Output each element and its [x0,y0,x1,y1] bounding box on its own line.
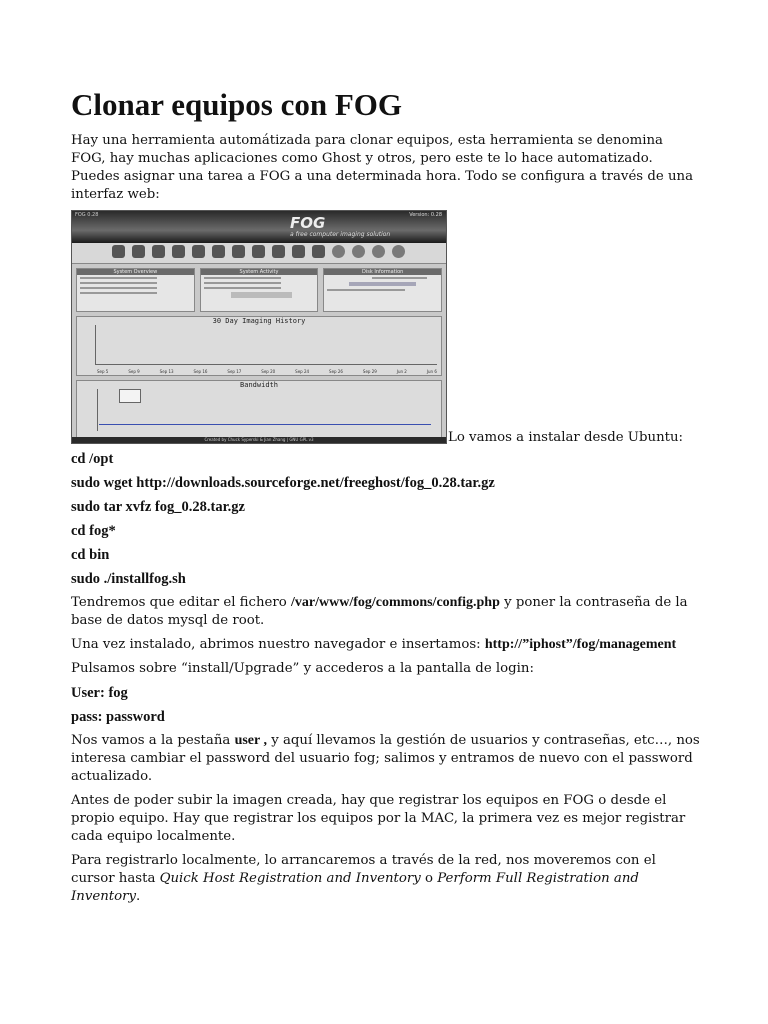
command-line: sudo ./installfog.sh [71,571,186,587]
bandwidth-legend [119,389,141,403]
info-icon [372,245,385,258]
service-icon [272,245,285,258]
command-line: sudo tar xvfz fog_0.28.tar.gz [71,499,245,515]
bandwidth-line [99,424,431,425]
x-tick-label: Sep 17 [227,369,242,374]
panel-system-overview: System Overview [76,268,195,312]
pass-credential: pass: password [71,709,165,725]
x-tick-label: Sep 29 [362,369,377,374]
fog-version: Version: 0.28 [409,212,442,218]
bandwidth-title: Bandwidth [240,381,278,389]
star-icon [332,245,345,258]
command-line: sudo wget http://downloads.sourceforge.net/freeghost/fog_0.28.tar.gz [71,475,495,491]
install-intro: Lo vamos a instalar desde Ubuntu: [448,430,684,445]
home-icon [112,245,125,258]
fog-screenshot [71,210,447,444]
monitor-icon [152,245,165,258]
page-title: Clonar equipos con FOG [71,87,403,122]
fog-footer: Created by Chuck Syperski & Jian Zhang | GNU GPL v3 [72,437,446,443]
local-register-paragraph: Para registrarlo localmente, lo arrancaremos a través de la red, nos moveremos con el cursor hasta Quick Host Registration and Inventory o Perform Full Registration and Inventory. [71,853,656,904]
snapin-icon [232,245,245,258]
document-page [71,86,701,912]
storage-icon [212,245,225,258]
panel-disk-information: Disk Information [323,268,442,312]
x-tick-label: Sep 5 [97,369,109,374]
fog-toolbar [72,243,446,264]
image-icon [192,245,205,258]
user-credential: User: fog [71,685,128,701]
register-paragraph: Antes de poder subir la imagen creada, hay que registrar los equipos en FOG o desde el propio equipo. Hay que registrar los equipos por la MAC, la primera vez es mejor registrar cada equipo localmente. [71,793,686,844]
x-tick-label: Sep 26 [329,369,343,374]
x-tick-label: Jun 6 [426,369,437,374]
logout-icon [392,245,405,258]
intro-paragraph: Hay una herramienta automátizada para clonar equipos, esta herramienta se denomina FOG, hay muchas aplicaciones como Ghost y otros, pero este te lo hace automatizado. Puedes asignar una tarea a FOG a una determinada hora. Todo se configura a través de una interfaz web: [71,133,694,202]
x-tick-label: Sep 13 [159,369,174,374]
x-tick-label: Sep 9 [128,369,140,374]
settings-icon [352,245,365,258]
command-line: cd bin [71,547,110,563]
x-tick-label: Sep 24 [295,369,310,374]
command-line: cd /opt [71,451,114,467]
x-tick-label: Sep 16 [193,369,208,374]
panel-system-activity: System Activity [200,268,319,312]
login-paragraph: Pulsamos sobre “install/Upgrade” y accederos a la pantalla de login: [71,661,534,676]
fog-tagline: a free computer imaging solution [290,231,391,238]
browser-paragraph: Una vez instalado, abrimos nuestro navegador e insertamos: http://”iphost”/fog/management [71,637,677,652]
printer-icon [252,245,265,258]
fog-panels [72,264,446,312]
command-line: cd fog* [71,523,116,539]
x-tick-label: Jun 2 [396,369,407,374]
fog-header [72,211,446,243]
imaging-history-title: 30 Day Imaging History [212,317,306,325]
user-tab-paragraph: Nos vamos a la pestaña user , y aquí llevamos la gestión de usuarios y contraseñas, etc…, nos interesa cambiar el password del usuario fog; salimos y entramos de nuevo con el password actualizado. [71,733,700,784]
fog-logo: FOG [290,214,326,232]
user-icon [132,245,145,258]
task-icon [292,245,305,258]
group-icon [172,245,185,258]
report-icon [312,245,325,258]
x-tick-label: Sep 20 [261,369,276,374]
imaging-history-xticks [97,369,437,374]
config-paragraph: Tendremos que editar el fichero /var/www/fog/commons/config.php y poner la contraseña de la base de datos mysql de root. [71,595,688,628]
command-list [71,450,701,588]
fog-topbar-text: FOG 0.28 [75,212,99,218]
bandwidth-chart [76,380,442,440]
screenshot-row [71,210,701,444]
imaging-history-chart [76,316,442,376]
